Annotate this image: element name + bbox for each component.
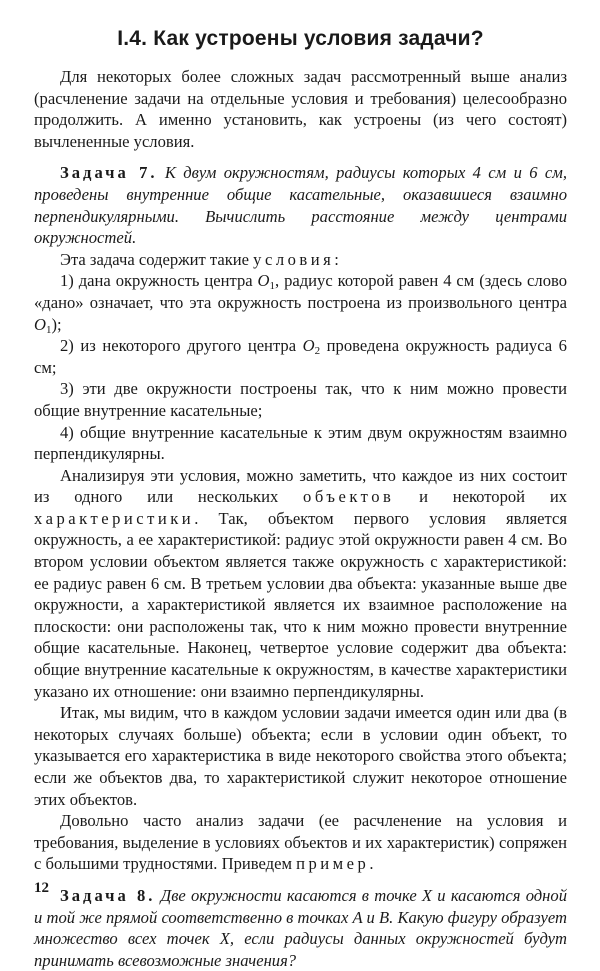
- task7-text: К двум окружностям, радиусы которых 4 см и 6 см, проведены внутренние общие касательные, оказавшиеся взаимно перпендикулярными. Вычислить расстояние между центрами окружностей.: [34, 163, 567, 248]
- conditions-intro-text: Эта задача содержит такие: [60, 249, 254, 269]
- task8-paragraph: [34, 885, 567, 971]
- condition-1: [34, 270, 567, 335]
- condition-3: 3) эти две окружности построены так, что к ним можно провести общие внутренние касательные;: [34, 379, 567, 420]
- conditions-word: условия: [253, 249, 335, 269]
- difficulty-text-b: .: [369, 854, 374, 874]
- intro-paragraph: Для некоторых более сложных задач рассмотренный выше анализ (расчленение задачи на отдельные условия и требования) целесообразно продолжить. А именно установить, как устроены (из чего состоят) вычлененные условия.: [34, 67, 567, 151]
- condition-2-text-a: 2) из некоторого другого центра: [60, 336, 303, 356]
- condition-1-text-a: 1) дана окружность центра: [60, 271, 258, 291]
- page-number: 12: [34, 880, 49, 896]
- example-word: пример: [296, 854, 370, 874]
- task7-paragraph: [34, 162, 567, 248]
- center-o1-var: O: [257, 271, 270, 291]
- task8-label: Задача 8.: [60, 885, 156, 905]
- analysis-paragraph: [34, 465, 567, 703]
- difficulty-paragraph: [34, 810, 567, 875]
- condition-2-text-b: проведена окружность радиуса 6 см;: [34, 336, 567, 377]
- section-title: I.4. Как устроены условия задачи?: [117, 27, 484, 50]
- center-o2-var: O: [302, 336, 315, 356]
- condition-2: [34, 335, 567, 378]
- objects-word: объектов: [303, 487, 395, 507]
- difficulty-text-a: Довольно часто анализ задачи (ее расчленение на условия и требования, выделение в условиях объектов и их характеристик) сопряжен с большими трудностями. Приведем: [34, 811, 567, 874]
- analysis-text-c: . Так, объектом первого условия является окружность, а ее характеристикой: радиус этой окружности равен 4 см. Во втором условии объектом является также окружность с характеристикой: ее радиус равен 6 см. В третьем условии два объекта: указанные выше две окружности, а характеристикой является их взаимное расположение на плоскости: они расположены так, что к ним можно провести внутренние общие касательные. Наконец, четвертое условие содержит два объекта: общие внутренние касательные к окружностям, в качестве характеристики указано их отношение: они взаимно перпендикулярны.: [34, 508, 567, 701]
- center-o1-var-2: O: [34, 314, 46, 334]
- conditions-intro-colon: :: [334, 249, 339, 269]
- task7-label: Задача 7.: [60, 163, 158, 183]
- summary-paragraph: Итак, мы видим, что в каждом условии задачи имеется один или два (в некоторых случаях больше) объекта; если в условии один объект, то указывается его характеристика в виде некоторого свойства этого объекта; если же объектов два, то характеристикой служит некоторое отношение этих объектов.: [34, 703, 567, 809]
- center-o2-sub: 2: [314, 345, 321, 358]
- condition-1-text-b: , радиус которой равен 4 см (здесь слово «дано» означает, что эта окружность построена из произвольного центра: [34, 271, 568, 312]
- analysis-text-a: Анализируя эти условия, можно заметить, что каждое из них состоит из одного или нескольких: [34, 465, 567, 507]
- condition-1-text-c: );: [51, 314, 62, 334]
- center-o1-sub: 1: [269, 280, 276, 293]
- characteristics-word: характеристики: [34, 508, 195, 528]
- task8-text: Две окружности касаются в точке X и касаются одной и той же прямой соответственно в точках A и B. Какую фигуру образует множество всех точек X, если радиусы данных окружностей будут принимать всевозможные значения?: [34, 885, 567, 970]
- conditions-intro: [34, 249, 567, 271]
- analysis-text-b: и некоторой их: [394, 487, 567, 507]
- center-o1-sub-2: 1: [45, 323, 52, 336]
- condition-4: 4) общие внутренние касательные к этим двум окружностям взаимно перпендикулярны.: [34, 422, 567, 464]
